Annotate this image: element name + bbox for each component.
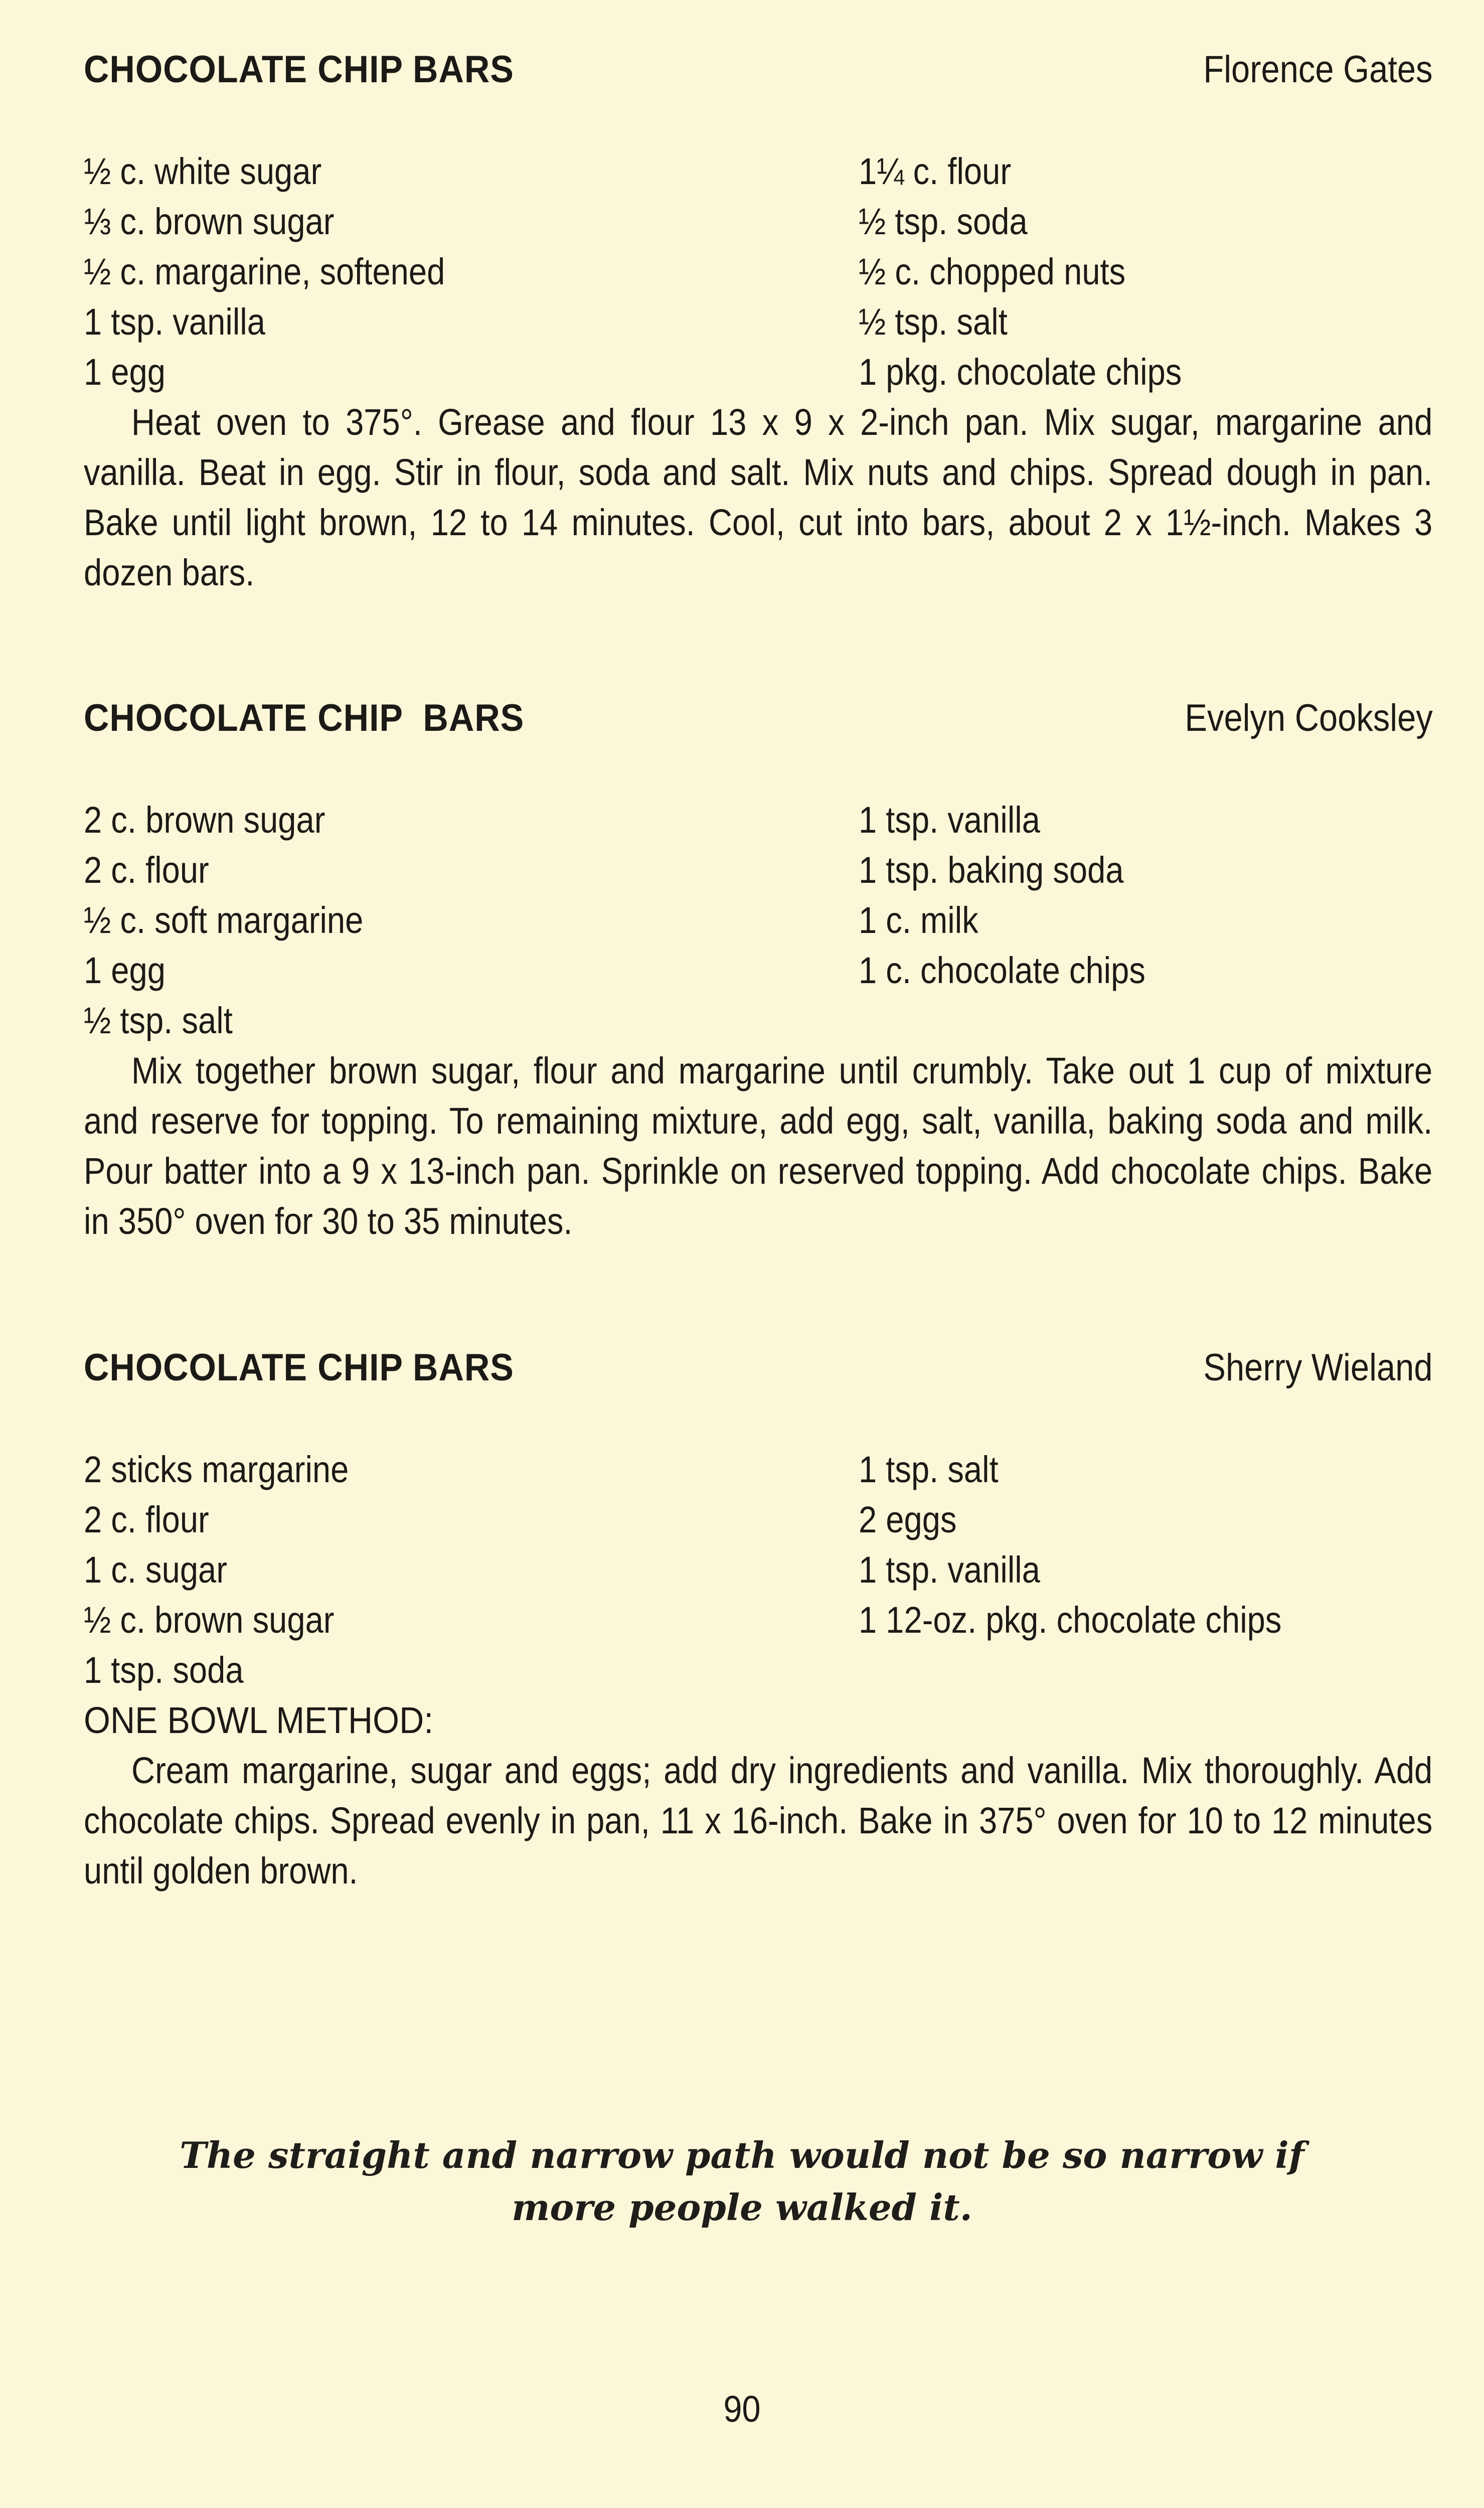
- ingredient-item: 1 c. chocolate chips: [859, 950, 1145, 991]
- ingredient-item: 1 tsp. salt: [859, 1449, 999, 1490]
- recipe-header: [84, 1346, 1433, 1396]
- ingredient-item: 2 c. flour: [84, 849, 209, 891]
- ingredient-item: 2 sticks margarine: [84, 1449, 349, 1490]
- ingredient-item: ½ c. soft margarine: [84, 899, 364, 941]
- ingredient-item: 1 c. milk: [859, 899, 978, 941]
- ingredients-right-column: [859, 146, 1226, 397]
- ingredient-item: ½ tsp. soda: [859, 201, 1028, 242]
- ingredient-item: 1 egg: [84, 950, 166, 991]
- method-label: ONE BOWL METHOD:: [84, 1699, 434, 1741]
- ingredients-list: [84, 1445, 1433, 1695]
- ingredient-item: 1 c. sugar: [84, 1549, 227, 1591]
- ingredient-item: 1 egg: [84, 351, 166, 393]
- recipe-instructions: Cream margarine, sugar and eggs; add dry ingredients and vanilla. Mix thoroughly. Add chocolate chips. Spread evenly in pan, 11 x 16-inch. Bake in 375° oven for 10 to 12 minutes until golden brown.: [84, 1750, 1433, 1892]
- ingredient-item: 1 tsp. baking soda: [859, 849, 1124, 891]
- recipe-title: CHOCOLATE CHIP BARS: [84, 48, 514, 91]
- ingredient-item: 1 tsp. vanilla: [84, 301, 265, 343]
- ingredient-item: ½ c. brown sugar: [84, 1599, 335, 1641]
- quote-line: more people walked it.: [512, 2186, 972, 2229]
- ingredient-item: ½ c. chopped nuts: [859, 251, 1126, 292]
- recipe-title: CHOCOLATE CHIP BARS: [84, 697, 525, 739]
- ingredients-right-column: [859, 795, 1185, 996]
- ingredient-item: 1 pkg. chocolate chips: [859, 351, 1182, 393]
- ingredient-item: ½ tsp. salt: [859, 301, 1008, 343]
- ingredient-item: 2 eggs: [859, 1499, 957, 1540]
- ingredient-item: 1 tsp. soda: [84, 1649, 244, 1691]
- page-number: 90: [723, 2388, 761, 2430]
- ingredients-left-column: [84, 1445, 385, 1695]
- recipe-header: [84, 48, 1433, 98]
- ingredients-right-column: [859, 1445, 1339, 1645]
- recipe-title: CHOCOLATE CHIP BARS: [84, 1346, 514, 1389]
- ingredients-left-column: [84, 146, 494, 397]
- ingredient-item: 2 c. flour: [84, 1499, 209, 1540]
- recipe-author: Sherry Wieland: [1203, 1346, 1433, 1389]
- ingredient-item: 1 12-oz. pkg. chocolate chips: [859, 1599, 1282, 1641]
- ingredient-item: 1 tsp. vanilla: [859, 799, 1040, 841]
- ingredient-item: ½ tsp. salt: [84, 1000, 233, 1041]
- recipe-author: Florence Gates: [1203, 48, 1433, 91]
- page-quote: [0, 2129, 1484, 2234]
- ingredient-item: ⅓ c. brown sugar: [84, 201, 335, 242]
- ingredient-item: ½ c. white sugar: [84, 150, 322, 192]
- ingredient-item: 2 c. brown sugar: [84, 799, 325, 841]
- recipe-instructions: Mix together brown sugar, flour and margarine until crumbly. Take out 1 cup of mixture and reserve for topping. To remaining mixture, add egg, salt, vanilla, baking soda and milk. Pour batter into a 9 x 13-inch pan. Sprinkle on reserved topping. Add chocolate chips. Bake in 350° oven for 30 to 35 minutes.: [84, 1050, 1433, 1242]
- quote-line: The straight and narrow path would not be so narrow if: [180, 2134, 1304, 2176]
- recipe-3: [84, 1346, 1433, 1896]
- ingredient-item: ½ c. margarine, softened: [84, 251, 445, 292]
- recipe-author: Evelyn Cooksley: [1185, 697, 1433, 739]
- recipe-1: [84, 48, 1433, 598]
- recipe-instructions: Heat oven to 375°. Grease and flour 13 x 9 x 2-inch pan. Mix sugar, margarine and vanilla. Beat in egg. Stir in flour, soda and salt. Mix nuts and chips. Spread dough in pan. Bake until light brown, 12 to 14 minutes. Cool, cut into bars, about 2 x 1½-inch. Makes 3 dozen bars.: [84, 401, 1433, 593]
- ingredients-list: [84, 795, 1433, 1046]
- ingredient-item: 1¼ c. flour: [859, 150, 1012, 192]
- recipe-header: [84, 696, 1433, 746]
- ingredients-list: [84, 146, 1433, 397]
- recipe-2: [84, 696, 1433, 1246]
- ingredients-left-column: [84, 795, 401, 1046]
- ingredient-item: 1 tsp. vanilla: [859, 1549, 1040, 1591]
